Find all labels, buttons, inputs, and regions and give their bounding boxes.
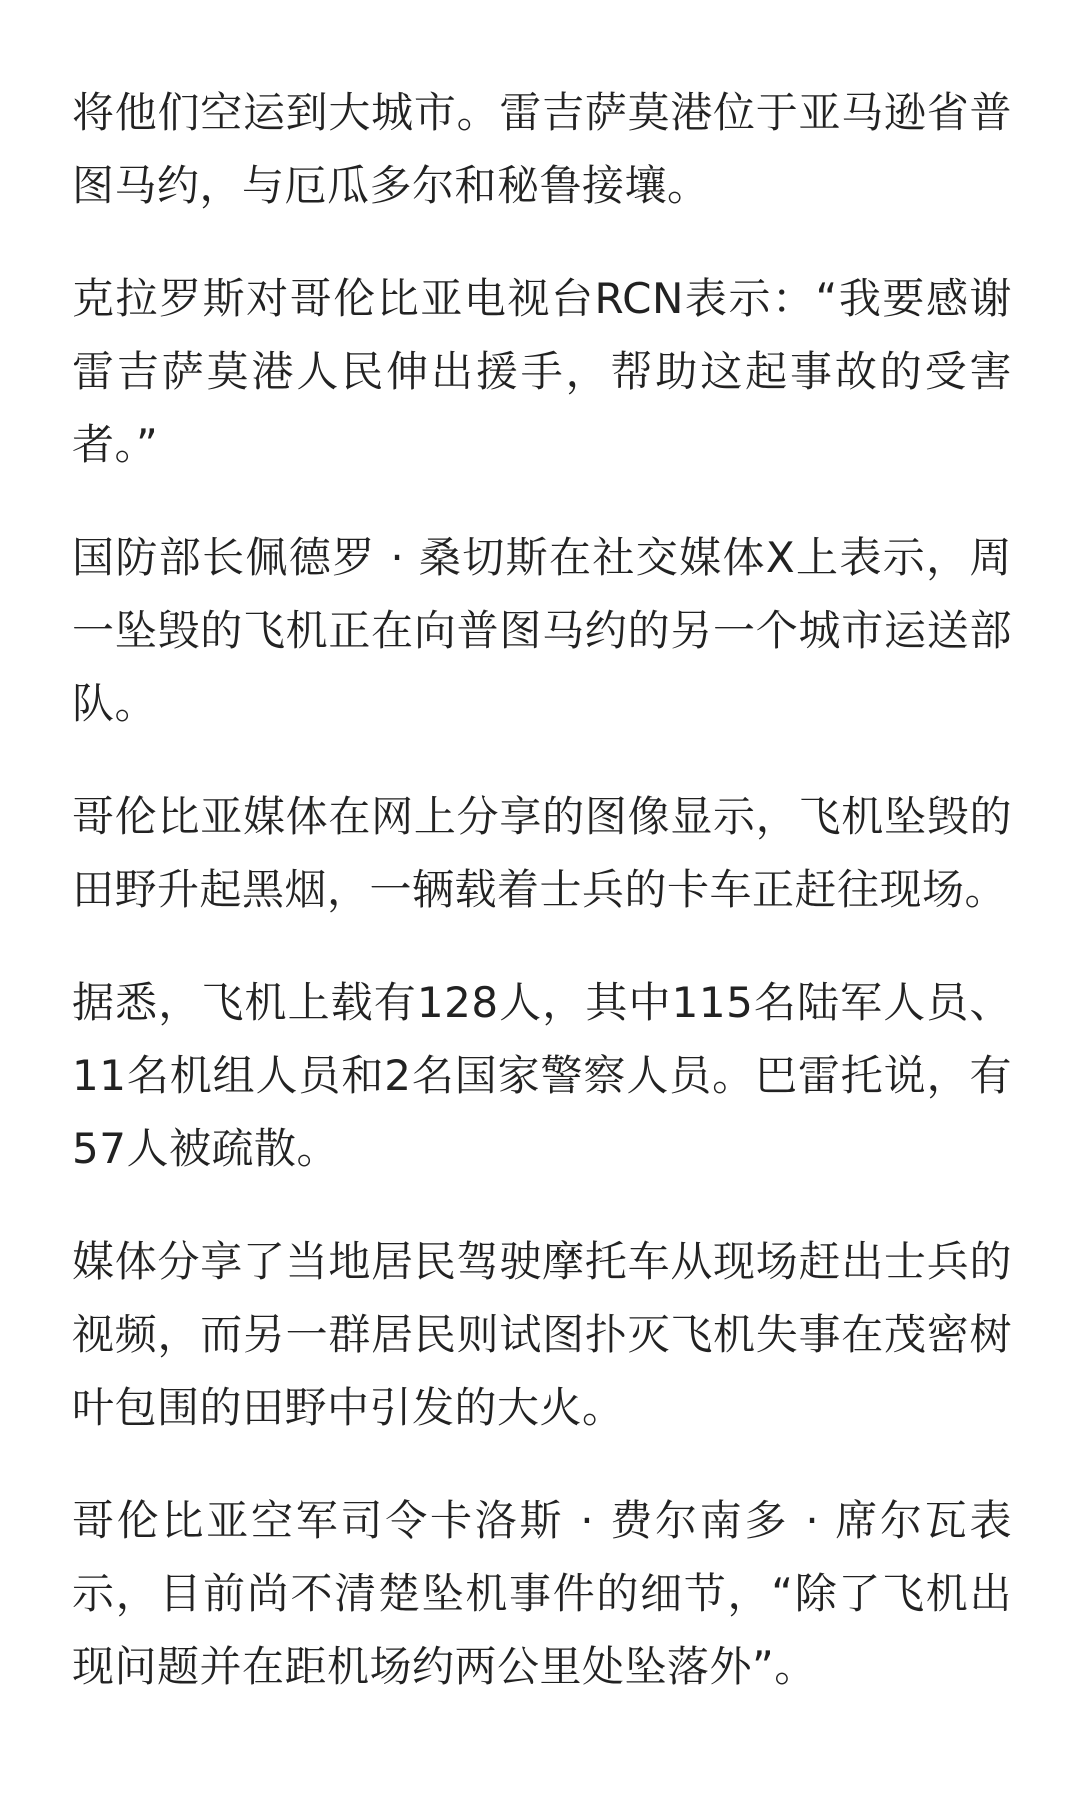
article-paragraph: 哥伦比亚空军司令卡洛斯 · 费尔南多 · 席尔瓦表示，目前尚不清楚坠机事件的细节，“除了飞机出现问题并在距机场约两公里处坠落外”。 bbox=[72, 1496, 1012, 1691]
article-paragraph: 据悉，飞机上载有128人，其中115名陆军人员、11名机组人员和2名国家警察人员。巴雷托说，有57人被疏散。 bbox=[72, 978, 1012, 1173]
article-paragraph: 国防部长佩德罗 · 桑切斯在社交媒体X上表示，周一坠毁的飞机正在向普图马约的另一个城市运送部队。 bbox=[72, 533, 1012, 728]
article-body bbox=[72, 76, 1012, 1743]
article-paragraph: 媒体分享了当地居民驾驶摩托车从现场赶出士兵的视频，而另一群居民则试图扑灭飞机失事在茂密树叶包围的田野中引发的大火。 bbox=[72, 1237, 1012, 1432]
article-paragraph: 克拉罗斯对哥伦比亚电视台RCN表示：“我要感谢雷吉萨莫港人民伸出援手，帮助这起事故的受害者。” bbox=[72, 274, 1012, 469]
article-paragraph: 哥伦比亚媒体在网上分享的图像显示，飞机坠毁的田野升起黑烟，一辆载着士兵的卡车正赶往现场。 bbox=[72, 792, 1012, 914]
article-paragraph: 将他们空运到大城市。雷吉萨莫港位于亚马逊省普图马约，与厄瓜多尔和秘鲁接壤。 bbox=[72, 88, 1012, 210]
